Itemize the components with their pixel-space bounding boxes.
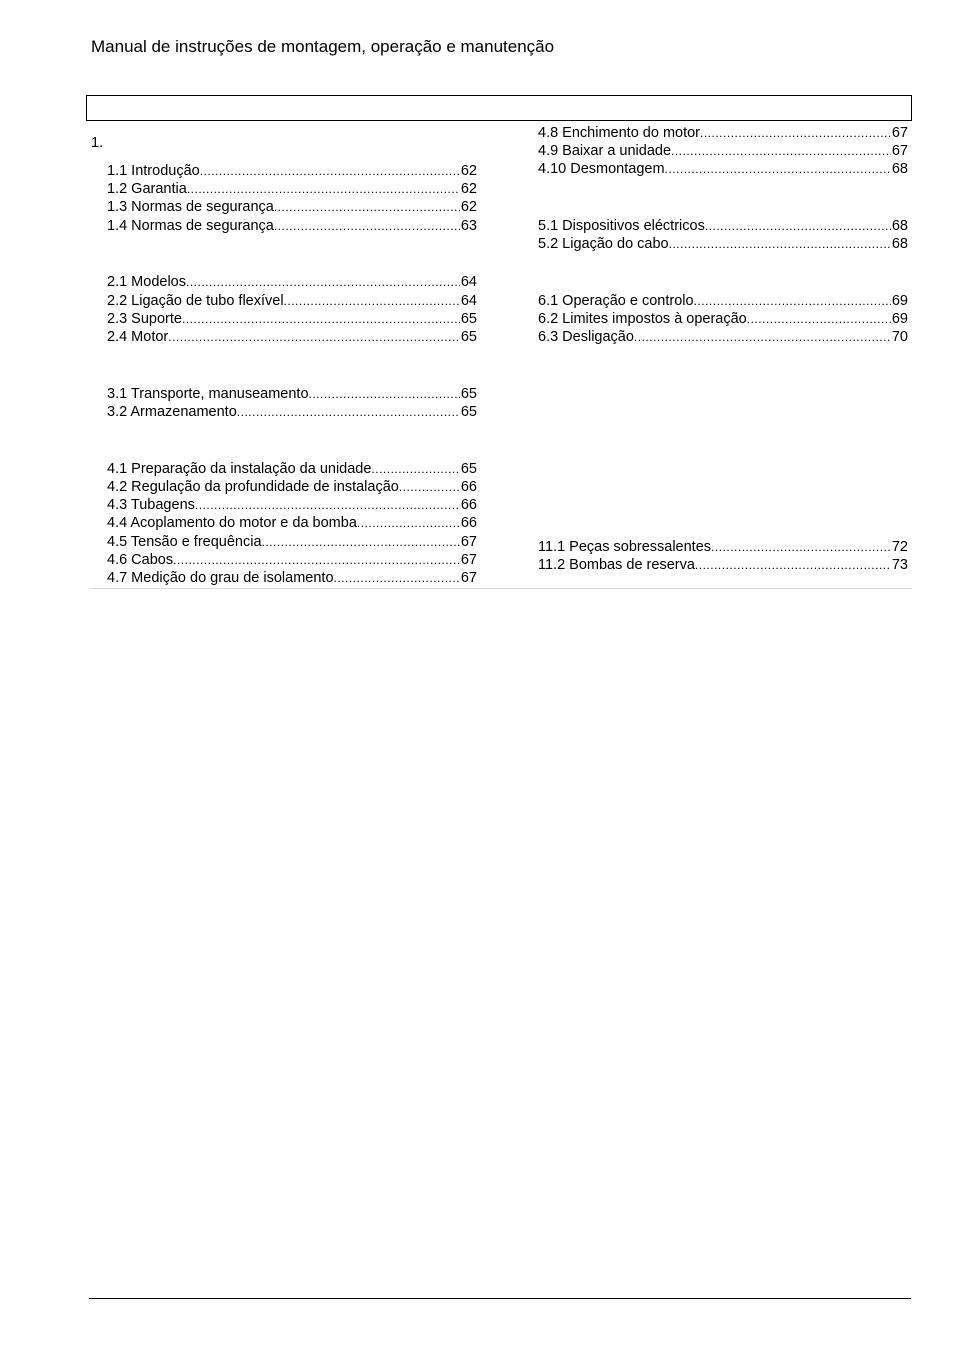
toc-entry[interactable] xyxy=(107,551,477,569)
toc-entry-page: 62 xyxy=(460,199,477,215)
toc-entry-label: 3.2 Armazenamento xyxy=(107,404,237,420)
toc-entry-label: 1.3 Normas de segurança xyxy=(107,199,274,215)
toc-dot-leader xyxy=(309,387,460,401)
toc-entry-label: 5.2 Ligação do cabo xyxy=(538,236,669,252)
toc-dot-leader xyxy=(700,126,891,140)
toc-entry-page: 65 xyxy=(460,329,477,345)
toc-entry[interactable] xyxy=(107,460,477,478)
toc-entry-page: 62 xyxy=(460,181,477,197)
toc-entry[interactable] xyxy=(538,217,908,235)
toc-entry[interactable] xyxy=(107,198,477,216)
toc-entry-label: 4.1 Preparação da instalação da unidade xyxy=(107,461,372,477)
toc-dot-leader xyxy=(168,330,460,344)
toc-entry[interactable] xyxy=(538,235,908,253)
toc-dot-leader xyxy=(705,219,891,233)
toc-entry-label: 4.9 Baixar a unidade xyxy=(538,143,672,159)
toc-bottom-rule xyxy=(90,588,912,589)
toc-entry-label: 3.1 Transporte, manuseamento xyxy=(107,386,309,402)
toc-entry-page: 65 xyxy=(460,311,477,327)
toc-entry[interactable] xyxy=(538,292,908,310)
toc-entry[interactable] xyxy=(538,142,908,160)
toc-dot-leader xyxy=(371,462,459,476)
toc-entry[interactable] xyxy=(107,478,477,496)
toc-entry-label: 6.1 Operação e controlo xyxy=(538,293,694,309)
toc-entry-label: 1.4 Normas de segurança xyxy=(107,218,274,234)
toc-entry[interactable] xyxy=(107,385,477,403)
toc-dot-leader xyxy=(357,516,460,530)
toc-entry-label: 11.1 Peças sobressalentes xyxy=(538,539,712,555)
toc-entry-label: 11.2 Bombas de reserva xyxy=(538,557,695,573)
toc-entry[interactable] xyxy=(107,292,477,310)
toc-dot-leader xyxy=(399,480,460,494)
toc-entry-page: 69 xyxy=(891,293,908,309)
toc-title-box xyxy=(86,95,912,121)
toc-entry-label: 4.3 Tubagens xyxy=(107,497,195,513)
toc-dot-leader xyxy=(262,535,460,549)
toc-entry-label: 4.7 Medição do grau de isolamento xyxy=(107,570,334,586)
toc-dot-leader xyxy=(284,294,460,308)
toc-entry-label: 6.2 Limites impostos à operação xyxy=(538,311,747,327)
toc-entry[interactable] xyxy=(107,328,477,346)
toc-entry-page: 73 xyxy=(891,557,908,573)
toc-dot-leader xyxy=(237,405,460,419)
toc-entry-label: 2.2 Ligação de tubo flexível xyxy=(107,293,284,309)
toc-entry[interactable] xyxy=(538,556,908,574)
toc-entry-label: 2.3 Suporte xyxy=(107,311,182,327)
toc-entry[interactable] xyxy=(107,569,477,587)
toc-entry-page: 68 xyxy=(891,161,908,177)
toc-entry-label: 2.1 Modelos xyxy=(107,274,186,290)
toc-entry-page: 67 xyxy=(891,125,908,141)
toc-entry[interactable] xyxy=(107,533,477,551)
toc-entry-page: 70 xyxy=(891,329,908,345)
toc-entry-page: 62 xyxy=(460,163,477,179)
toc-entry-page: 68 xyxy=(891,218,908,234)
toc-dot-leader xyxy=(173,553,460,567)
toc-entry[interactable] xyxy=(538,160,908,178)
toc-entry-page: 65 xyxy=(460,386,477,402)
toc-entry-page: 68 xyxy=(891,236,908,252)
toc-entry[interactable] xyxy=(107,310,477,328)
toc-entry[interactable] xyxy=(107,514,477,532)
toc-dot-leader xyxy=(665,162,891,176)
toc-entry-label: 6.3 Desligação xyxy=(538,329,634,345)
chapter-number: 1. xyxy=(91,135,104,151)
toc-entry-page: 72 xyxy=(891,539,908,555)
toc-dot-leader xyxy=(671,144,891,158)
toc-entry-page: 65 xyxy=(460,404,477,420)
toc-entry-page: 64 xyxy=(460,274,477,290)
toc-dot-leader xyxy=(669,237,891,251)
toc-entry[interactable] xyxy=(538,310,908,328)
toc-entry-page: 67 xyxy=(460,534,477,550)
toc-dot-leader xyxy=(695,558,891,572)
toc-dot-leader xyxy=(186,275,460,289)
toc-entry-label: 4.4 Acoplamento do motor e da bomba xyxy=(107,515,357,531)
toc-entry-label: 1.2 Garantia xyxy=(107,181,187,197)
toc-dot-leader xyxy=(747,312,891,326)
toc-dot-leader xyxy=(182,312,460,326)
toc-entry-label: 2.4 Motor xyxy=(107,329,169,345)
toc-entry[interactable] xyxy=(538,538,908,556)
toc-entry[interactable] xyxy=(538,124,908,142)
toc-entry[interactable] xyxy=(107,162,477,180)
toc-entry-label: 1.1 Introdução xyxy=(107,163,200,179)
toc-entry[interactable] xyxy=(107,273,477,291)
toc-entry-page: 64 xyxy=(460,293,477,309)
toc-entry[interactable] xyxy=(107,217,477,235)
toc-entry-label: 4.5 Tensão e frequência xyxy=(107,534,262,550)
document-header-title: Manual de instruções de montagem, operação e manutenção xyxy=(91,37,555,56)
toc-dot-leader xyxy=(694,294,891,308)
toc-entry-page: 67 xyxy=(891,143,908,159)
toc-entry-label: 4.6 Cabos xyxy=(107,552,174,568)
toc-dot-leader xyxy=(274,219,460,233)
toc-dot-leader xyxy=(200,164,460,178)
toc-entry-page: 67 xyxy=(460,552,477,568)
toc-dot-leader xyxy=(274,200,460,214)
toc-dot-leader xyxy=(334,571,460,585)
toc-entry-page: 69 xyxy=(891,311,908,327)
toc-dot-leader xyxy=(711,540,891,554)
toc-entry[interactable] xyxy=(107,403,477,421)
toc-entry-page: 63 xyxy=(460,218,477,234)
toc-dot-leader xyxy=(187,182,460,196)
toc-entry[interactable] xyxy=(538,328,908,346)
footer-rule xyxy=(89,1298,911,1299)
toc-entry-page: 67 xyxy=(460,570,477,586)
toc-entry[interactable] xyxy=(107,496,477,514)
toc-entry-page: 66 xyxy=(460,497,477,513)
toc-entry-page: 65 xyxy=(460,461,477,477)
toc-entry[interactable] xyxy=(107,180,477,198)
toc-entry-page: 66 xyxy=(460,515,477,531)
toc-entry-label: 4.2 Regulação da profundidade de instalação xyxy=(107,479,399,495)
toc-dot-leader xyxy=(634,330,891,344)
toc-entry-label: 4.8 Enchimento do motor xyxy=(538,125,701,141)
toc-entry-label: 5.1 Dispositivos eléctricos xyxy=(538,218,705,234)
toc-entry-page: 66 xyxy=(460,479,477,495)
toc-dot-leader xyxy=(195,498,460,512)
toc-entry-label: 4.10 Desmontagem xyxy=(538,161,665,177)
